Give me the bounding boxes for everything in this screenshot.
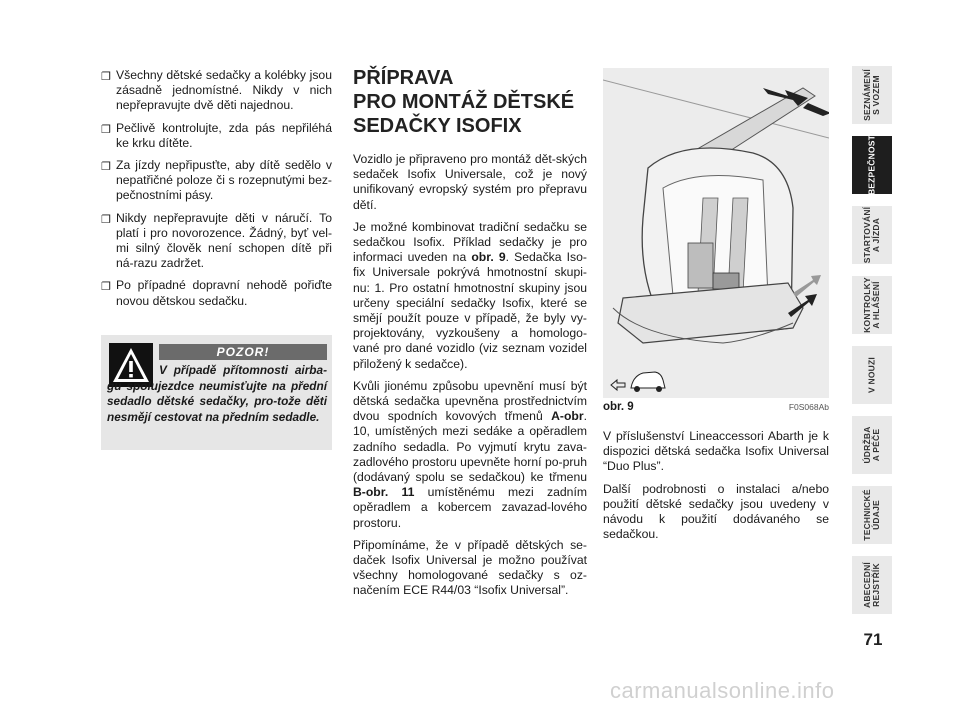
- chapter-tab-label: KONTROLKY A HLÁŠENÍ: [862, 277, 881, 333]
- warning-box: [101, 335, 332, 450]
- figure-code: F0S068Ab: [788, 402, 829, 412]
- bullet-item: [101, 211, 332, 272]
- left-column: [101, 68, 332, 316]
- right-column: [603, 429, 829, 549]
- figure-reference: B-obr. 11: [353, 485, 415, 500]
- paragraph-details: Další podrobnosti o instalaci a/nebo použití dětské sedačky jsou uvedeny v návodu k použití dodávaného se sedačkou.: [603, 481, 829, 542]
- bullet-text: Nikdy nepřepravujte děti v náručí. To platí i pro novorozence. Žádný, byť vel-mi silný člověk není schopen dítě při ná-razu zadržet.: [116, 210, 332, 271]
- warning-text: [107, 363, 327, 425]
- bullet-text: Všechny dětské sedačky a kolébky jsou zásadně jednomístné. Nikdy v nich nepřepravujte dvě děti najednou.: [116, 68, 332, 113]
- figure-reference: A-obr: [551, 409, 584, 424]
- chapter-tab[interactable]: [852, 416, 892, 474]
- chapter-tab-label: BEZPEČNOST: [866, 134, 877, 196]
- bullet-item: [101, 158, 332, 204]
- chapter-tab-label: V NOUZI: [866, 357, 877, 393]
- chapter-tab-label: STARTOVÁNÍ A JÍZDA: [862, 206, 881, 264]
- warning-heading: POZOR!: [159, 344, 327, 360]
- checkbox-bullet-icon: ❐: [101, 161, 111, 174]
- chapter-tab[interactable]: [852, 136, 892, 194]
- chapter-tab[interactable]: [852, 486, 892, 544]
- bullet-item: [101, 68, 332, 114]
- bullet-text: Po případné dopravní nehodě pořiďte novou dětskou sedačku.: [116, 278, 332, 308]
- middle-column: [353, 152, 587, 606]
- chapter-tab-label: ABECEDNÍ REJSTŘÍK: [862, 562, 881, 608]
- title-line: PŘÍPRAVA: [353, 67, 454, 89]
- paragraph-accessory: V příslušenství Lineaccessori Abarth je k dispozici dětská sedačka Isofix Universal “Duo Plus”.: [603, 429, 829, 474]
- paragraph-1: Vozidlo je připraveno pro montáž dět-ských sedaček Isofix Universale, což je nový unifikovaný evropský systém pro přepravu dětí.: [353, 152, 587, 212]
- chapter-tab[interactable]: [852, 346, 892, 404]
- figure-label: obr. 9: [603, 401, 634, 413]
- figure-caption: [603, 401, 829, 413]
- title-line: PRO MONTÁŽ DĚTSKÉ: [353, 91, 575, 113]
- checkbox-bullet-icon: ❐: [101, 71, 111, 83]
- figure-reference: obr. 9: [471, 250, 506, 265]
- paragraph-2: Je možné kombinovat tradiční sedačku se sedačkou Isofix. Příklad sedačky je pro informaci uveden na obr. 9. Sedačka Iso-fix Universale pokrývá hmotnostní skupi-nu: 1. Pro ostatní hmotnostní skupiny jsou určeny speciální sedačky Isofix, které se smějí použít pouze v případě, že byly vy-projektovány, vyzkoušeny a homologo-vané pro dané vozidlo (viz seznam vozidel přiložený k sedačce).: [353, 219, 587, 371]
- paragraph-4: Připomínáme, že v případě dětských se-daček Isofix Universal je možno používat všechny homologované sedačky s oz-načením ECE R44/03 “Isofix Universal”.: [353, 537, 587, 598]
- chapter-tab[interactable]: [852, 66, 892, 124]
- chapter-tab[interactable]: [852, 276, 892, 334]
- title-line: SEDAČKY ISOFIX: [353, 115, 522, 137]
- bullet-text: Pečlivě kontrolujte, zda pás nepřiléhá ke krku dítěte.: [116, 120, 332, 150]
- chapter-tab-label: TECHNICKÉ ÚDAJE: [862, 489, 881, 541]
- checkbox-bullet-icon: ❐: [101, 213, 111, 226]
- chapter-tab[interactable]: [852, 556, 892, 614]
- checkbox-bullet-icon: ❐: [101, 123, 111, 136]
- chapter-tab[interactable]: [852, 206, 892, 264]
- checkbox-bullet-icon: ❐: [101, 281, 111, 294]
- bullet-text: Za jízdy nepřipusťte, aby dítě sedělo v nepatřičné poloze či s rozepnutými bez-pečnostními pásy.: [116, 158, 332, 203]
- chapter-tab-label: SEZNÁMENÍ S VOZEM: [862, 69, 881, 121]
- paragraph-3: Kvůli jionému způsobu upevnění musí být dětská sedačka upevněna prostřednictvím dvou spodních kovových třmenů A-obr. 10, umístěných mezi sedáke a opěradlem zadního sedadla. Po vyjmutí krytu zava-zadlového prostoru upevněte horní po-pruh (dodávaný spolu se sedačkou) ke třmenu B-obr. 11 umístěnému mezi zadním opěradlem a kobercem zavazad-lového prostoru.: [353, 378, 587, 530]
- section-title: [353, 66, 593, 138]
- bullet-item: [101, 121, 332, 151]
- chapter-tab-label: ÚDRŽBA A PÉČE: [862, 426, 881, 464]
- warning-body: V případě přítomnosti airba-gu spolujezdce neumisťujte na přední sedadlo dětské sedačky, pro-tože děti nesmějí cestovat na předním sedadle.: [107, 363, 327, 424]
- bullet-item: [101, 278, 332, 308]
- watermark: carmanualsonline.info: [610, 678, 835, 703]
- child-seat-illustration: [603, 68, 829, 398]
- page-number: 71: [863, 630, 883, 649]
